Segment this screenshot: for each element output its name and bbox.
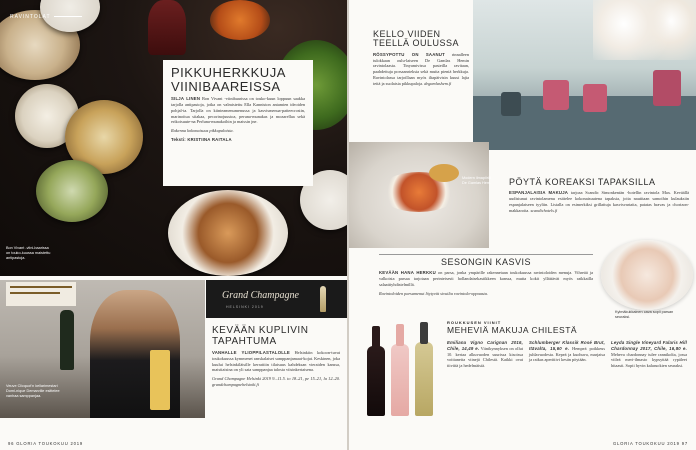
korea-article	[509, 178, 689, 214]
champagne-body: VANHALLE YLIOPPILASTALOLLE Helsinkiin kokoon-tuvat toukokuussa kymmenet ranskalaiset samppanjamaat-kojat. Keskinen, joka kuului helsinkiläisille kerrattiin tilaisuus kahdeksan vieraiden kanssa, maistiaisina on yli sata samppanjaa talosta viisinkertaisena.	[212, 350, 340, 373]
wine-kicker: ROUKKUSEN VIINIT	[447, 320, 502, 325]
left-page	[0, 0, 347, 450]
champagne-caption: Veuve Clicquot'n kellarimestari Domi-nique Demarville esittelee vanhaa samppanjaa.	[6, 384, 60, 398]
wine-col-1: Emiliana Vigno Carignan 2016, Chile, 14,49 e. Viinikynnyksen on ollut 10. kertaa alkuvuoden suurissa kisoissa voittaneita viinejä Chilestä. Kaikki ovat tiiviitä ja hedelmäisiä.	[447, 339, 523, 369]
feature-title: PIKKUHERKKUJA VIINIBAAREISSA	[171, 65, 286, 94]
feature-author: Rakenna kokonaisuus pikkupaloista.	[171, 128, 234, 134]
korea-body: ESPANJALAISIA MAKUJA tarjoaa Scandic Simonkentän -hotellin ravintola Max. Keväällä uudistunut ravintolamenu esittelee kokonaisuutena tapaksia, joita nautitaan samoihin kulauksiin espanjalaiseen tyyliin. Listalla on esimerkiksi grillattuja kasvisvartaita, patatas bravas ja chorizon-makkaroita. scandichotels.fi	[509, 190, 689, 213]
restaurant-photo	[473, 0, 696, 150]
feature-article	[163, 60, 313, 186]
korea-title: PÖYTÄ KOREAKSI TAPAKSILLA	[509, 177, 656, 187]
section-label: RAVINTOLAT	[10, 14, 82, 20]
season-article	[379, 258, 593, 297]
right-page	[349, 0, 696, 450]
champagne-title: KEVÄÄN KUPLIVIN TAPAHTUMA	[212, 325, 309, 347]
cava-bowl	[601, 240, 693, 310]
season-divider	[379, 254, 593, 255]
left-footer: 96 GLORIA TOUKOKUU 2019	[8, 441, 84, 446]
grand-champagne-logo: Grand Champagne	[222, 290, 299, 301]
photo-caption: Bon Vivant -viini-baarissa on touko-kuussa maistettu antipastoja.	[6, 246, 51, 260]
champagne-glass-icon	[320, 286, 326, 312]
tapas-caption: Modern ilmapiiriä De Gamlas Hem.	[462, 176, 492, 185]
oulu-body: RÖSSYPOTTU ON SAANUT rinnalleen tulokkaan oulu-laiseen De Gamlas Hemin ravintolaasta. Tinyamivissa pasteilla ravitaan, paahdettuja porsaanrieksia sekä muita pieniä herkkuja. Ravintolassa tarjoillaan myös iltapäivisin kuusi lajia teitä ja suolaisia pikkupaloja. degamlashem.fi	[373, 51, 469, 86]
champagne-details: Grand Champagne Helsinki 2019 9.–11.5. to 18–21, pe 15–21, la 12–20. grandchampagnehelsinki.fi	[212, 376, 340, 387]
grand-champagne-logo-sub: HELSINKI 2019	[226, 305, 264, 309]
feature-body: SILJA LINEN Bon Vivant -viinibaarissa on touko-kuun loppuun saakka tarjolla antipastoja, jotka on valmistettu Ella Kanniston antamien ideoiden pohjal-ta. Tarjolla on kiinteamenumenussa ja kasvismenua-patteecrostin, marinoitua siiakaa, pecorinojuustoa, peruna-munakas ja mozarellaa sekä erikoisuute-na Perluna-munakoihin ja maissin jne.	[171, 96, 306, 125]
season-body: KEVÄÄN HANA HERKKU on parsa, jonka ympärille rakennetaan toukokuussa ravintoloiden menuja. Vihreää ja valkoista parsaa tarjotaan perinteisesti hollandaisekastikkeen kanssa, mutta kokit yllättävät myös raikkailla salaattiyhdistelmillä.	[379, 270, 593, 288]
right-footer: GLORIA TOUKOKUU 2019 97	[612, 441, 688, 446]
oulu-article	[373, 30, 469, 87]
wine-col-2: Schlumberger Klassik Rosé Brut, Itävalta, 15,60 e. Hempeä poikkeus juhlavuodesta. Kepeä ja kuohuva, marjaisa ja raikas aperitiivi kesän pöytään.	[529, 339, 605, 363]
wine-bottles	[363, 316, 443, 416]
wine-article	[447, 320, 687, 369]
season-title: SESONGIN KASVIS	[440, 257, 532, 267]
season-note: Ravintoloiden parsamenut löytyvät sivuilta ravintola-oppaasta.	[379, 290, 488, 296]
champagne-article	[212, 326, 340, 388]
tapas-photo	[349, 142, 489, 248]
cava-caption: Kylmäkukkainen cava sopii parsan seuraksi.	[615, 310, 674, 319]
wine-col-3: Leyda Single Vineyard Falaris Hill Chardonnay 2017, Chile, 16,80 e. Meheva chardonnay tulee rannikolta, jossa viileä meri-ilmasto kypsyttää rypäleet hitaasti. Sopii hyvin kalaruokien seuraksi.	[611, 339, 687, 369]
wine-title: MEHEVIÄ MAKUJA CHILESTÄ	[447, 325, 578, 335]
oulu-title: KELLO VIIDEN TEELLÄ OULUSSA	[373, 29, 460, 49]
feature-credit: Teksti: KRISTIINA RAITALA	[171, 137, 232, 143]
